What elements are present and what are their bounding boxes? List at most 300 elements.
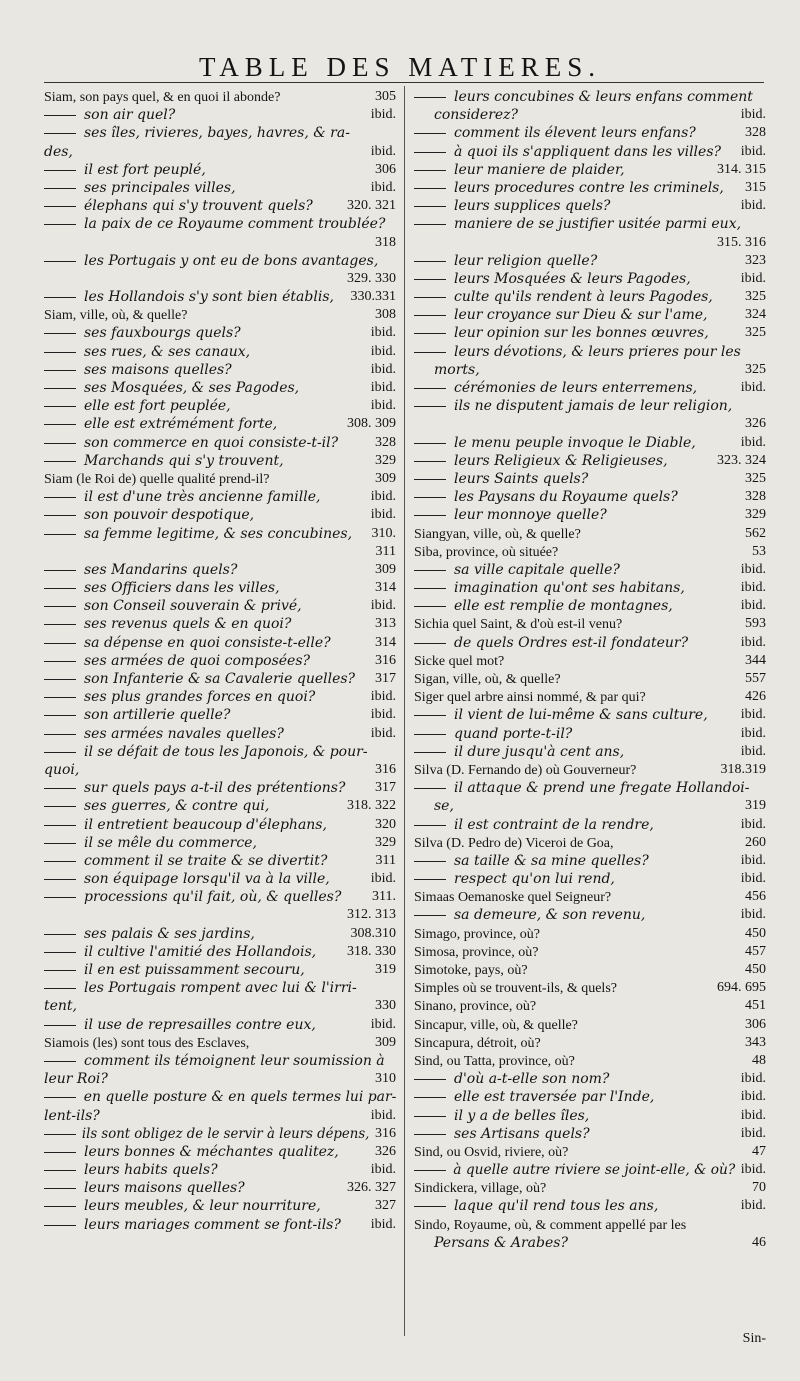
index-subentry <box>44 197 396 215</box>
entry-text: à quelle autre riviere se joint-elle, & où? <box>453 1162 736 1179</box>
index-subentry <box>414 215 766 233</box>
index-subentry <box>414 1125 766 1143</box>
entry-text: ils sont obligez de le servir à leurs dépens, <box>81 1125 370 1142</box>
entry-text: maniere de se justifier usitée parmi eux, <box>454 216 742 233</box>
entry-text: Sind, ou Osvid, riviere, où? <box>414 1144 569 1160</box>
index-subentry <box>414 1070 766 1088</box>
entry-text: de quels Ordres est-il fondateur? <box>454 634 689 651</box>
index-subentry <box>44 324 396 342</box>
index-entry <box>414 761 766 779</box>
index-entry <box>414 1016 766 1034</box>
entry-text: lent-ils? <box>44 1107 100 1124</box>
entry-page-ref: ibid. <box>370 380 396 395</box>
entry-text: ses rues, & ses canaux, <box>84 343 251 360</box>
entry-text: à quoi ils s'appliquent dans les villes? <box>454 143 722 160</box>
entry-dash <box>414 279 446 280</box>
index-subentry <box>44 397 396 415</box>
entry-page-ref: ibid. <box>370 398 396 414</box>
entry-dash <box>44 261 76 262</box>
index-subentry <box>44 725 396 743</box>
entry-page-ref: 329 <box>375 834 396 850</box>
entry-dash <box>44 188 76 189</box>
entry-dash <box>44 115 76 116</box>
index-subentry <box>414 288 766 306</box>
entry-text: Siangyan, ville, où, & quelle? <box>414 526 581 542</box>
entry-text: Simago, province, où? <box>414 926 540 942</box>
entry-page-ref: 457 <box>745 943 766 959</box>
entry-text: leur religion quelle? <box>454 252 598 269</box>
entry-dash <box>44 879 76 880</box>
entry-text: sur quels pays a-t-il des prétentions? <box>84 780 346 797</box>
index-entry <box>414 961 766 979</box>
entry-text: leurs concubines & leurs enfans comment <box>454 89 753 105</box>
entry-dash <box>414 788 446 789</box>
entry-page-ref: ibid. <box>740 1162 766 1178</box>
entry-dash <box>44 861 76 862</box>
entry-dash <box>44 952 76 953</box>
index-subentry <box>44 161 396 179</box>
entry-text: les Paysans du Royaume quels? <box>454 489 678 506</box>
entry-text: leurs dévotions, & leurs prieres pour les <box>454 343 741 360</box>
entry-page-ref: 328 <box>375 434 396 450</box>
entry-page-ref: 310 <box>375 1071 396 1087</box>
entry-text: il attaque & prend une fregate Hollandoi- <box>454 780 750 797</box>
index-subentry <box>414 597 766 615</box>
entry-text: leurs supplices quels? <box>454 198 611 215</box>
entry-text: respect qu'on lui rend, <box>454 871 615 888</box>
entry-page-ref: 315. 316 <box>717 234 766 250</box>
entry-text: leurs meubles, & leur nourriture, <box>84 1198 321 1215</box>
index-subentry <box>44 1125 396 1143</box>
index-subentry <box>44 143 396 161</box>
entry-text: cérémonies de leurs enterremens, <box>454 380 698 396</box>
entry-dash <box>414 443 446 444</box>
entry-page-ref: ibid. <box>740 270 766 286</box>
index-entry <box>44 1034 396 1052</box>
entry-page-ref: 450 <box>745 925 766 941</box>
index-entry <box>414 943 766 961</box>
entry-text: d'où a-t-elle son nom? <box>454 1071 610 1088</box>
entry-dash <box>44 624 76 625</box>
entry-page-ref: ibid. <box>370 489 396 505</box>
entry-page-ref: 318 <box>375 234 396 250</box>
index-entry <box>414 1216 766 1234</box>
entry-dash <box>44 1025 76 1026</box>
entry-text: ses palais & ses jardins, <box>84 925 255 942</box>
index-subentry <box>44 561 396 579</box>
index-column-left <box>44 88 396 1234</box>
entry-page-ref: 593 <box>745 616 766 632</box>
entry-dash <box>414 1097 446 1098</box>
entry-dash <box>44 588 76 589</box>
entry-page-ref: 328 <box>745 489 766 505</box>
entry-dash <box>44 133 76 134</box>
index-subentry <box>44 452 396 470</box>
entry-text: elle est traversée par l'Inde, <box>454 1089 655 1106</box>
entry-text: son Infanterie & sa Cavalerie quelles? <box>84 671 356 687</box>
entry-page-ref: 305 <box>375 89 396 104</box>
entry-text: les Portugais rompent avec lui & l'irri- <box>84 980 357 997</box>
index-subentry <box>414 88 766 106</box>
entry-text: leurs Religieux & Religieuses, <box>454 452 668 469</box>
entry-page-ref: 329 <box>745 507 766 523</box>
entry-text: Sincapur, ville, où, & quelle? <box>414 1017 578 1033</box>
entry-text: ils ne disputent jamais de leur religion, <box>454 398 733 415</box>
entry-dash <box>414 170 446 171</box>
entry-text: ses Mandarins quels? <box>84 561 238 578</box>
entry-page-ref: 53 <box>752 543 766 559</box>
index-subentry <box>44 979 396 997</box>
entry-text: Simosa, province, où? <box>414 944 539 960</box>
entry-dash <box>44 424 76 425</box>
entry-dash <box>44 534 76 535</box>
entry-page-ref: 48 <box>752 1052 766 1068</box>
entry-text: elle est fort peuplée, <box>84 398 231 415</box>
index-subentry <box>44 1070 396 1088</box>
entry-dash <box>414 133 446 134</box>
index-entry <box>414 1179 766 1197</box>
entry-dash <box>414 1134 446 1135</box>
index-entry <box>414 1052 766 1070</box>
entry-dash <box>44 461 76 462</box>
entry-page-ref: 70 <box>752 1180 766 1196</box>
entry-page-ref: ibid. <box>370 143 396 159</box>
index-subentry <box>44 1197 396 1215</box>
index-subentry <box>414 361 766 379</box>
entry-page-ref: ibid. <box>740 380 766 395</box>
column-divider <box>404 86 405 1336</box>
entry-dash <box>44 843 76 844</box>
index-subentry <box>414 270 766 288</box>
catchword: Sin- <box>742 1331 766 1346</box>
entry-page-ref: ibid. <box>740 143 766 159</box>
entry-page-ref: 316 <box>375 652 396 668</box>
entry-dash <box>44 1170 76 1171</box>
entry-text: leur maniere de plaider, <box>454 161 625 178</box>
entry-text: il use de represailles contre eux, <box>84 1016 316 1033</box>
entry-page-ref: 310. <box>371 525 396 541</box>
index-subentry <box>44 615 396 633</box>
entry-dash <box>414 915 446 916</box>
entry-text: leurs Saints quels? <box>454 470 589 487</box>
entry-page-ref: 319 <box>375 962 396 977</box>
entry-page-ref: ibid. <box>740 434 766 450</box>
entry-dash <box>414 333 446 334</box>
entry-text: il cultive l'amitié des Hollandois, <box>84 943 317 960</box>
entry-text: il se défait de tous les Japonois, & pour- <box>84 743 368 760</box>
entry-text: Sincapura, détroit, où? <box>414 1035 541 1051</box>
index-subentry <box>414 415 766 433</box>
index-subentry <box>414 797 766 815</box>
entry-text: son artillerie quelle? <box>84 707 231 724</box>
entry-text: Siba, province, où située? <box>414 544 559 560</box>
entry-page-ref: 330 <box>375 998 396 1014</box>
page-title: TABLE DES MATIERES. <box>198 52 602 82</box>
index-subentry <box>44 379 396 397</box>
entry-text: les Portugais y ont eu de bons avantages, <box>84 252 379 269</box>
entry-text: sa demeure, & son revenu, <box>454 907 646 924</box>
entry-text: comment ils témoignent leur soumission à <box>84 1052 385 1069</box>
entry-dash <box>44 297 76 298</box>
entry-page-ref: 324 <box>745 307 766 323</box>
index-entry <box>414 652 766 670</box>
entry-page-ref: 557 <box>745 671 766 686</box>
entry-text: les Hollandois s'y sont bien établis, <box>84 289 334 306</box>
entry-dash <box>44 606 76 607</box>
entry-dash <box>44 970 76 971</box>
entry-text: son air quel? <box>84 107 176 124</box>
entry-text: Siamois (les) sont tous des Esclaves, <box>44 1035 250 1051</box>
entry-page-ref: 319 <box>745 798 766 814</box>
index-subentry <box>44 415 396 433</box>
entry-page-ref: ibid. <box>370 1016 396 1032</box>
entry-page-ref: ibid. <box>740 1198 766 1214</box>
entry-text: Siger quel arbre ainsi nommé, & par qui? <box>414 690 646 706</box>
index-subentry <box>414 434 766 452</box>
entry-text: Sicke quel mot? <box>414 653 505 669</box>
entry-text: tent, <box>44 998 78 1015</box>
entry-text: imagination qu'ont ses habitans, <box>454 580 685 597</box>
entry-page-ref: 309 <box>375 1034 396 1050</box>
index-subentry <box>44 106 396 124</box>
index-subentry <box>414 906 766 924</box>
entry-text: quand porte-t-il? <box>454 725 573 742</box>
index-entry <box>414 543 766 561</box>
entry-text: en quelle posture & en quels termes lui par- <box>83 1089 397 1106</box>
entry-page-ref: 344 <box>745 652 766 668</box>
index-subentry <box>44 870 396 888</box>
index-subentry <box>414 870 766 888</box>
entry-page-ref: 318. 330 <box>347 943 396 959</box>
index-subentry <box>44 597 396 615</box>
index-subentry <box>44 361 396 379</box>
entry-page-ref: ibid. <box>370 325 396 341</box>
entry-page-ref: ibid. <box>740 1071 766 1087</box>
index-subentry <box>44 925 396 943</box>
index-subentry <box>414 397 766 415</box>
index-subentry <box>44 834 396 852</box>
entry-dash <box>44 388 76 389</box>
index-entry <box>414 670 766 688</box>
entry-page-ref: 317 <box>375 780 396 796</box>
entry-text: elle est remplie de montagnes, <box>454 598 673 615</box>
entry-text: considerez? <box>434 107 519 124</box>
entry-text: Silva (D. Pedro de) Viceroi de Goa, <box>414 835 614 851</box>
entry-page-ref: ibid. <box>370 507 396 523</box>
entry-page-ref: 694. 695 <box>717 980 766 996</box>
index-subentry <box>414 252 766 270</box>
index-entry <box>414 525 766 543</box>
entry-text: Simotoke, pays, où? <box>414 963 528 978</box>
entry-text: son pouvoir despotique, <box>84 507 255 524</box>
entry-dash <box>414 825 446 826</box>
index-entry <box>414 925 766 943</box>
header-rule <box>44 82 764 83</box>
entry-page-ref: ibid. <box>370 1107 396 1123</box>
entry-page-ref: ibid. <box>740 743 766 759</box>
entry-page-ref: 326 <box>375 1143 396 1159</box>
entry-text: elle est extrémément forte, <box>84 416 278 433</box>
index-subentry <box>414 725 766 743</box>
entry-page-ref: ibid. <box>740 852 766 868</box>
entry-dash <box>414 752 446 753</box>
entry-text: morts, <box>434 361 480 378</box>
entry-page-ref: 306 <box>745 1016 766 1032</box>
index-subentry <box>44 1107 396 1125</box>
entry-page-ref: 326. 327 <box>347 1180 396 1196</box>
entry-page-ref: 426 <box>745 689 766 705</box>
entry-dash <box>44 752 76 753</box>
index-subentry <box>44 634 396 652</box>
entry-text: Siam, son pays quel, & en quoi il abonde? <box>44 90 281 105</box>
entry-text: leurs habits quels? <box>84 1162 218 1179</box>
index-subentry <box>44 961 396 979</box>
index-subentry <box>414 1107 766 1125</box>
entry-text: Sichia quel Saint, & d'où est-il venu? <box>414 617 623 633</box>
index-subentry <box>44 688 396 706</box>
entry-page-ref: ibid. <box>370 179 396 195</box>
entry-page-ref: ibid. <box>740 707 766 723</box>
entry-text: il est fort peuplé, <box>84 161 206 178</box>
entry-text: sa taille & sa mine quelles? <box>454 852 649 869</box>
entry-page-ref: 323. 324 <box>717 452 766 468</box>
index-entry <box>414 1143 766 1161</box>
entry-page-ref: 327 <box>375 1198 396 1214</box>
index-entry <box>414 688 766 706</box>
index-subentry <box>44 779 396 797</box>
entry-text: leurs Mosquées & leurs Pagodes, <box>454 270 691 287</box>
entry-dash <box>44 825 76 826</box>
entry-text: Siam (le Roi de) quelle qualité prend-il? <box>44 471 270 487</box>
entry-page-ref: ibid. <box>740 107 766 123</box>
entry-page-ref: ibid. <box>740 725 766 741</box>
entry-text: ses Officiers dans les villes, <box>84 580 280 597</box>
entry-dash <box>44 679 76 680</box>
index-subentry <box>414 1197 766 1215</box>
index-subentry <box>414 506 766 524</box>
entry-page-ref: 317 <box>375 671 396 686</box>
entry-text: ses îles, rivieres, bayes, havres, & ra- <box>84 125 350 142</box>
entry-dash <box>414 188 446 189</box>
index-subentry <box>414 179 766 197</box>
entry-text: quoi, <box>44 761 80 778</box>
entry-page-ref: ibid. <box>370 361 396 377</box>
entry-dash <box>44 1152 76 1153</box>
entry-dash <box>44 715 76 716</box>
entry-dash <box>414 861 446 862</box>
entry-page-ref: 316 <box>375 761 396 777</box>
entry-text: sa ville capitale quelle? <box>454 561 620 578</box>
entry-dash <box>414 588 446 589</box>
index-entry <box>414 979 766 997</box>
index-subentry <box>44 1216 396 1234</box>
index-subentry <box>414 1234 766 1252</box>
entry-text: comment il se traite & se divertit? <box>84 852 328 869</box>
entry-text: Sindo, Royaume, où, & comment appellé par les <box>414 1217 687 1233</box>
entry-dash <box>44 661 76 662</box>
entry-dash <box>414 206 446 207</box>
index-subentry <box>44 906 396 924</box>
entry-page-ref: 329 <box>375 452 396 468</box>
entry-dash <box>414 315 446 316</box>
entry-text: il vient de lui-même & sans culture, <box>454 707 708 724</box>
entry-page-ref: 47 <box>752 1143 766 1159</box>
entry-page-ref: 328 <box>745 125 766 141</box>
index-entry <box>44 88 396 106</box>
entry-dash <box>44 697 76 698</box>
entry-text: ses Mosquées, & ses Pagodes, <box>84 380 300 396</box>
entry-page-ref: 325 <box>745 470 766 486</box>
entry-dash <box>44 1061 76 1062</box>
entry-page-ref: 313 <box>375 616 396 632</box>
index-subentry <box>44 816 396 834</box>
index-subentry <box>44 997 396 1015</box>
entry-page-ref: 318.319 <box>720 761 766 777</box>
entry-page-ref: 308.310 <box>350 925 396 941</box>
entry-text: culte qu'ils rendent à leurs Pagodes, <box>454 289 713 306</box>
index-entry <box>414 615 766 633</box>
entry-page-ref: ibid. <box>740 871 766 887</box>
entry-dash <box>44 806 76 807</box>
entry-text: élephans qui s'y trouvent quels? <box>84 198 313 215</box>
entry-page-ref: 314 <box>375 580 396 596</box>
entry-page-ref: ibid. <box>740 1107 766 1123</box>
index-subentry <box>414 852 766 870</box>
entry-text: leurs bonnes & méchantes qualitez, <box>84 1143 339 1160</box>
entry-text: Silva (D. Fernando de) où Gouverneur? <box>414 762 637 778</box>
entry-text: leur croyance sur Dieu & sur l'ame, <box>454 307 708 324</box>
index-subentry <box>44 252 396 270</box>
entry-dash <box>44 1206 76 1207</box>
index-subentry <box>414 106 766 124</box>
index-column-right <box>414 88 766 1252</box>
entry-text: ses plus grandes forces en quoi? <box>84 689 316 706</box>
entry-dash <box>44 170 76 171</box>
entry-text: Sind, ou Tatta, province, où? <box>414 1053 575 1069</box>
entry-text: son équipage lorsqu'il va à la ville, <box>84 871 330 888</box>
entry-page-ref: 325 <box>745 325 766 341</box>
index-subentry <box>44 1143 396 1161</box>
entry-page-ref: ibid. <box>740 1125 766 1141</box>
entry-page-ref: ibid. <box>740 198 766 214</box>
entry-page-ref: ibid. <box>370 689 396 705</box>
entry-dash <box>414 643 446 644</box>
entry-text: leurs procedures contre les criminels, <box>454 179 724 196</box>
entry-text: ses guerres, & contre qui, <box>84 798 270 815</box>
index-subentry <box>414 452 766 470</box>
entry-text: sa dépense en quoi consiste-t-elle? <box>84 634 331 651</box>
entry-dash <box>44 934 76 935</box>
entry-page-ref: 46 <box>752 1234 766 1250</box>
index-subentry <box>44 852 396 870</box>
entry-page-ref: ibid. <box>740 1089 766 1105</box>
entry-text: ses fauxbourgs quels? <box>84 325 241 342</box>
entry-text: processions qu'il fait, où, & quelles? <box>84 889 342 906</box>
entry-page-ref: 326 <box>745 416 766 432</box>
entry-dash <box>44 370 76 371</box>
entry-page-ref: 562 <box>745 525 766 541</box>
index-subentry <box>414 197 766 215</box>
entry-page-ref: ibid. <box>370 1162 396 1178</box>
entry-page-ref: ibid. <box>370 598 396 614</box>
entry-page-ref: ibid. <box>740 561 766 577</box>
index-subentry <box>44 797 396 815</box>
entry-dash <box>414 479 446 480</box>
index-subentry <box>44 1052 396 1070</box>
entry-text: il est d'une très ancienne famille, <box>84 489 321 506</box>
entry-text: ses armées de quoi composées? <box>84 652 311 669</box>
entry-dash <box>44 988 76 989</box>
